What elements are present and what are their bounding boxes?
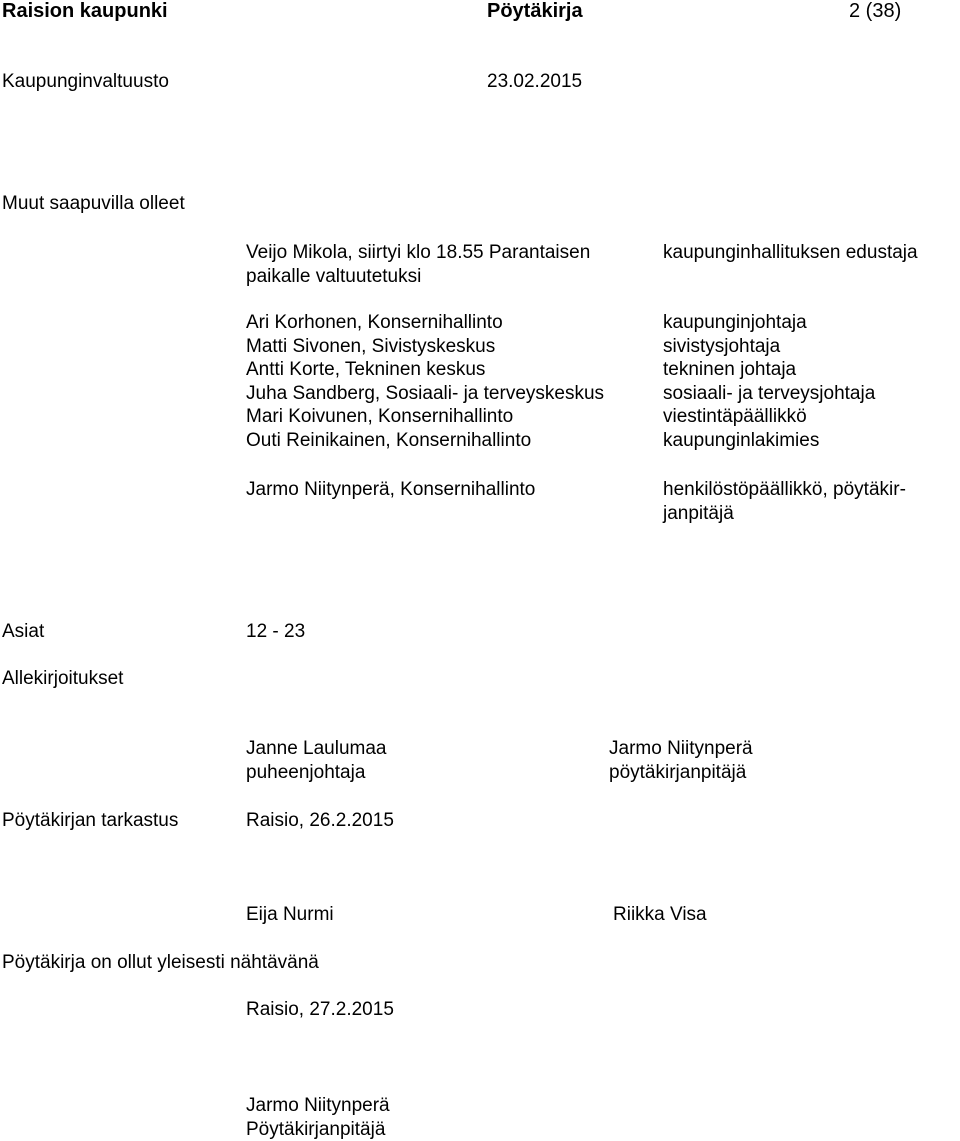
reviewer-2: Riikka Visa	[613, 903, 707, 926]
meeting-body: Kaupunginvaltuusto	[2, 70, 169, 93]
secretary-role	[663, 478, 906, 525]
official-name: Matti Sivonen, Sivistyskeskus	[246, 335, 604, 359]
secretary-name: Jarmo Niitynperä, Konsernihallinto	[246, 478, 535, 501]
official-name: Ari Korhonen, Konsernihallinto	[246, 311, 604, 335]
matters-label: Asiat	[2, 620, 44, 643]
secretary-signature	[609, 737, 753, 784]
reviewer-1: Eija Nurmi	[246, 903, 334, 926]
attendees-heading: Muut saapuvilla olleet	[2, 192, 185, 215]
official-role: tekninen johtaja	[663, 358, 875, 382]
official-name: Juha Sandberg, Sosiaali- ja terveyskeskus	[246, 382, 604, 406]
official-role: kaupunginjohtaja	[663, 311, 875, 335]
official-role: sosiaali- ja terveysjohtaja	[663, 382, 875, 406]
review-label: Pöytäkirjan tarkastus	[2, 809, 178, 832]
officials-roles	[663, 311, 875, 452]
chair-role: puheenjohtaja	[246, 761, 387, 785]
official-name: Mari Koivunen, Konsernihallinto	[246, 405, 604, 429]
secretary-role-line1: henkilöstöpäällikkö, pöytäkir-	[663, 478, 906, 502]
review-place-date: Raisio, 26.2.2015	[246, 809, 394, 832]
representative-name	[246, 241, 590, 288]
org-name: Raision kaupunki	[2, 0, 168, 23]
official-role: sivistysjohtaja	[663, 335, 875, 359]
chair-name: Janne Laulumaa	[246, 737, 387, 761]
official-role: viestintäpäällikkö	[663, 405, 875, 429]
matters-value: 12 - 23	[246, 620, 305, 643]
secretary-role-line2: janpitäjä	[663, 502, 906, 526]
representative-name-line1: Veijo Mikola, siirtyi klo 18.55 Parantaisen	[246, 241, 590, 265]
official-role: kaupunginlakimies	[663, 429, 875, 453]
public-display-label: Pöytäkirja on ollut yleisesti nähtävänä	[2, 951, 319, 974]
doc-type: Pöytäkirja	[487, 0, 583, 23]
public-display-role: Pöytäkirjanpitäjä	[246, 1118, 390, 1141]
officials-names	[246, 311, 604, 452]
signatures-label: Allekirjoitukset	[2, 667, 123, 690]
public-display-name: Jarmo Niitynperä	[246, 1094, 390, 1118]
representative-role: kaupunginhallituksen edustaja	[663, 241, 918, 264]
public-display-place-date: Raisio, 27.2.2015	[246, 998, 394, 1021]
chair-signature	[246, 737, 387, 784]
page-number: 2 (38)	[849, 0, 901, 23]
signature-secretary-role: pöytäkirjanpitäjä	[609, 761, 753, 785]
meeting-date: 23.02.2015	[487, 70, 582, 93]
public-display-signature	[246, 1094, 390, 1141]
signature-secretary-name: Jarmo Niitynperä	[609, 737, 753, 761]
official-name: Outi Reinikainen, Konsernihallinto	[246, 429, 604, 453]
representative-name-line2: paikalle valtuutetuksi	[246, 265, 590, 289]
official-name: Antti Korte, Tekninen keskus	[246, 358, 604, 382]
